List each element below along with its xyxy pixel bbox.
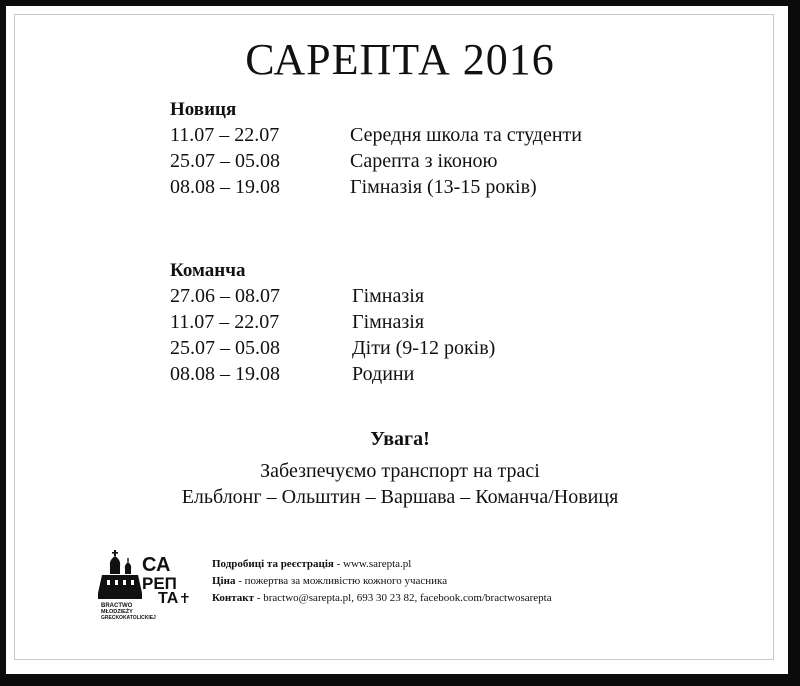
- transport-note: Забезпечуємо транспорт на трасі: [260, 460, 540, 482]
- schedule-row: [170, 122, 583, 148]
- bractwo-logo: [98, 541, 198, 621]
- contact-label: Контакт: [212, 592, 255, 604]
- details-label: Подробиці та реєстрація: [212, 558, 334, 570]
- logo-org-line3: GRECKOKATOLICKIEJ: [101, 615, 156, 621]
- logo-text-top: СА: [142, 554, 171, 576]
- schedule-description: Середня школа та студенти: [350, 124, 583, 146]
- price-value: пожертва за можливістю кожного учасника: [244, 575, 448, 587]
- logo-org-line1: BRACTWO: [101, 603, 133, 609]
- schedule-dates: 11.07 – 22.07: [170, 124, 280, 146]
- schedule-dates: 25.07 – 05.08: [170, 150, 280, 172]
- attention-heading: Увага!: [370, 428, 430, 450]
- novytsia-heading: Новиця: [170, 99, 237, 120]
- logo-org-line2: MŁODZIEŻY: [101, 609, 133, 615]
- price-line: Ціна - пожертва за можливістю кожного учасника: [212, 575, 448, 587]
- komancha-schedule: [170, 259, 496, 387]
- schedule-row: [170, 335, 496, 361]
- schedule-row: [170, 148, 498, 174]
- schedule-dates: 27.06 – 08.07: [170, 285, 280, 307]
- logo-text-mid: РЕП: [142, 574, 177, 593]
- logo-text-bot: ТА: [158, 590, 179, 607]
- contact-info: [212, 556, 552, 607]
- komancha-heading: Команча: [170, 260, 246, 281]
- details-line: Подробиці та реєстрація - www.sarepta.pl: [212, 558, 412, 570]
- price-label: Ціна: [212, 575, 236, 587]
- schedule-dates: 25.07 – 05.08: [170, 337, 280, 359]
- schedule-dates: 08.08 – 19.08: [170, 176, 280, 198]
- transport-route: Ельблонг – Ольштин – Варшава – Команча/Новиця: [181, 486, 619, 508]
- schedule-dates: 08.08 – 19.08: [170, 363, 280, 385]
- schedule-row: [170, 174, 537, 200]
- contact-line: Контакт - bractwo@sarepta.pl, 693 30 23 82, facebook.com/bractwosarepta: [212, 592, 552, 604]
- contact-value[interactable]: bractwo@sarepta.pl, 693 30 23 82, facebook.com/bractwosarepta: [263, 592, 552, 604]
- schedule-description: Діти (9-12 років): [352, 337, 496, 359]
- schedule-row: [170, 361, 415, 387]
- schedule-description: Родини: [352, 363, 415, 385]
- novytsia-schedule: [170, 98, 583, 200]
- website-link[interactable]: www.sarepta.pl: [343, 558, 412, 570]
- schedule-description: Гімназія: [352, 311, 425, 333]
- schedule-description: Гімназія (13-15 років): [350, 176, 537, 198]
- schedule-description: Гімназія: [352, 285, 425, 307]
- page-title: САРЕПТА 2016: [245, 35, 555, 84]
- schedule-dates: 11.07 – 22.07: [170, 311, 280, 333]
- schedule-row: [170, 309, 425, 335]
- church-logo-icon: [98, 541, 198, 621]
- schedule-description: Сарепта з іконою: [350, 150, 498, 172]
- schedule-row: [170, 283, 425, 309]
